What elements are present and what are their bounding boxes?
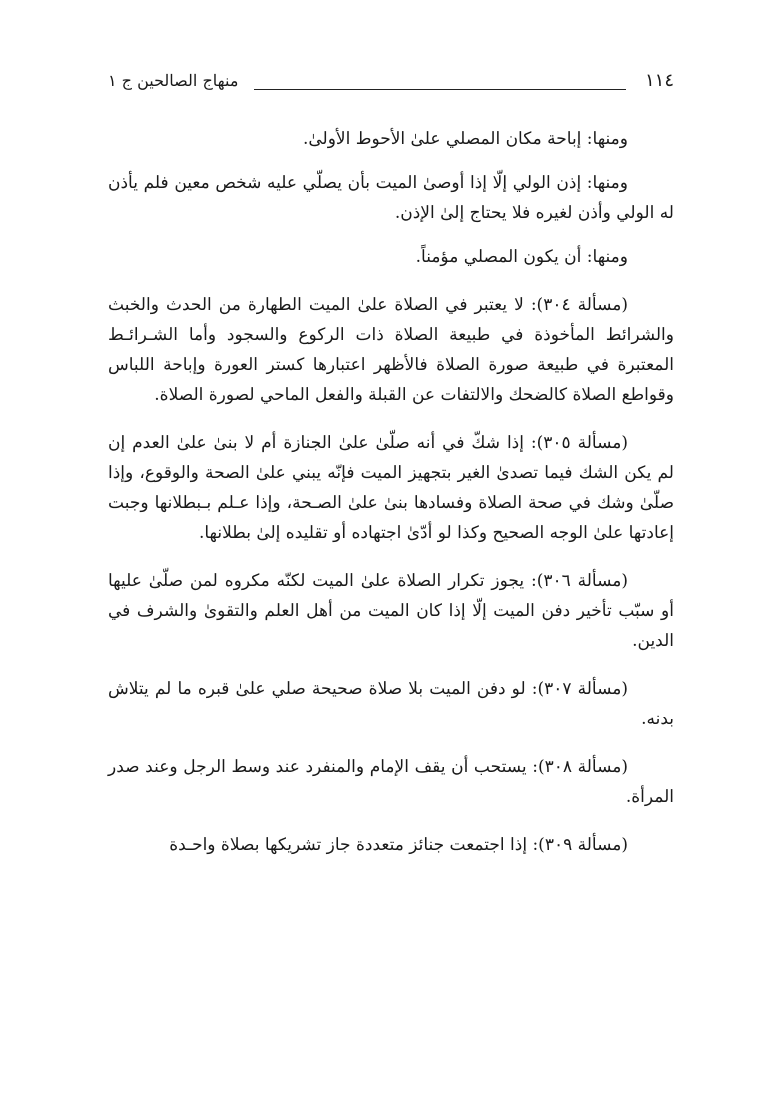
paragraph-condition-permission: ومنها: إذن الولي إلّا إذا أوصىٰ الميت بأن يصلّي عليه شخص معين فلم يأذن له الولي وأذن لغيره فلا يحتاج إلىٰ الإذن. [108,173,674,223]
body-text [108,124,674,860]
paragraph-condition-believer: ومنها: أن يكون المصلي مؤمناً. [415,247,628,267]
paragraph-issue-307: (مسألة ٣٠٧): لو دفن الميت بلا صلاة صحيحة صلي علىٰ قبره ما لم يتلاش بدنه. [108,679,674,729]
page-number: ١١٤ [644,70,674,91]
book-title: منهاج الصالحين ج ١ [108,71,239,90]
page-header [108,68,674,96]
header-rule [254,89,626,90]
paragraph-issue-309: (مسألة ٣٠٩): إذا اجتمعت جنائز متعددة جاز تشريكها بصلاة واحـدة [169,835,628,855]
paragraph-condition-place: ومنها: إباحة مكان المصلي علىٰ الأحوط الأولىٰ. [302,129,628,149]
paragraph-issue-306: (مسألة ٣٠٦): يجوز تكرار الصلاة علىٰ الميت لكنّه مكروه لمن صلّىٰ عليها أو سبّب تأخير دفن الميت إلّا إذا كان الميت من أهل العلم والتقوىٰ والشرف في الدين. [108,571,674,651]
paragraph-issue-304: (مسألة ٣٠٤): لا يعتبر في الصلاة علىٰ الميت الطهارة من الحدث والخبث والشرائط المأخوذة في طبيعة الصلاة ذات الركوع والسجود وأما الشـرائـط المعتبرة في طبيعة صورة الصلاة فالأظهر اعتبارها كستر العورة وإباحة اللباس وقواطع الصلاة كالضحك والالتفات عن القبلة والفعل الماحي لصورة الصلاة. [108,295,674,405]
paragraph-issue-308: (مسألة ٣٠٨): يستحب أن يقف الإمام والمنفرد عند وسط الرجل وعند صدر المرأة. [108,757,674,807]
paragraph-issue-305: (مسألة ٣٠٥): إذا شكّ في أنه صلّىٰ علىٰ الجنازة أم لا بنىٰ علىٰ العدم إن لم يكن الشك فيما تصدىٰ الغير بتجهيز الميت فإنّه يبني علىٰ الصحة والوقوع، وإذا صلّىٰ وشك في صحة الصلاة وفسادها بنىٰ علىٰ الصـحة، وإذا عـلم بـبطلانها وجبت إعادتها علىٰ الوجه الصحيح وكذا لو أدّىٰ اجتهاده أو تقليده إلىٰ بطلانها. [108,433,674,543]
